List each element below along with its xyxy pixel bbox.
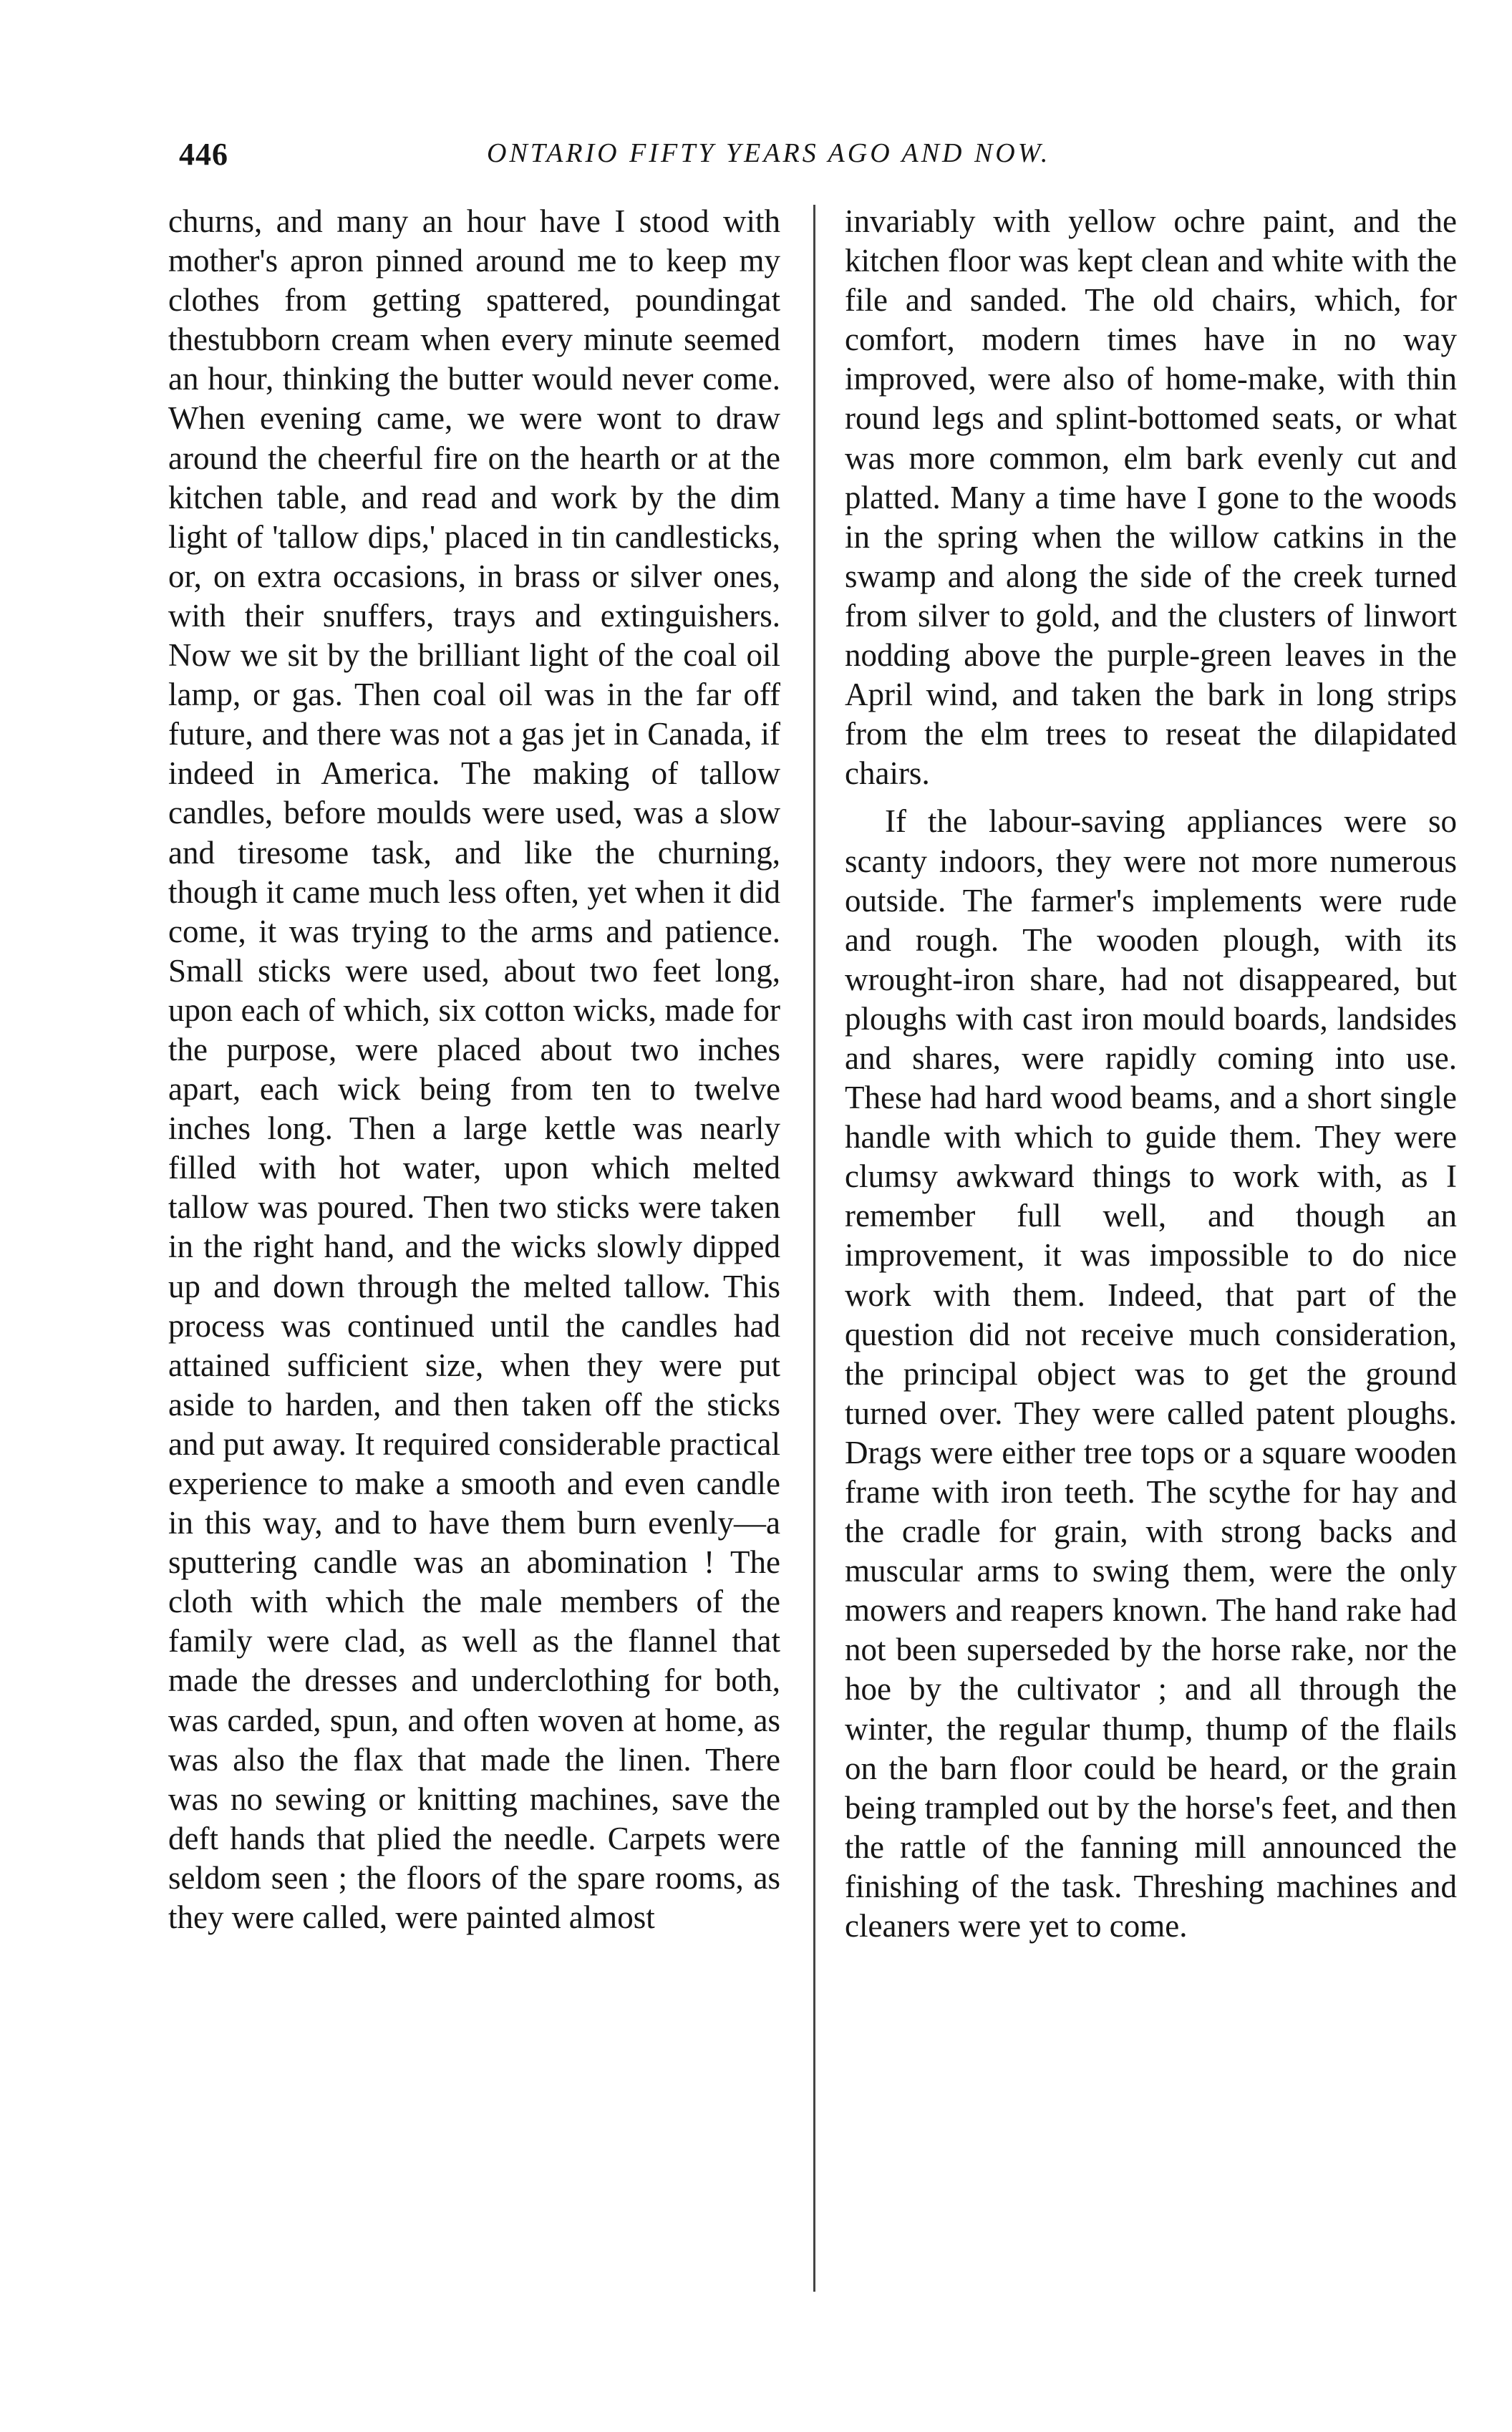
page-header xyxy=(179,136,1167,179)
left-paragraph-1: churns, and many an hour have I stood with mother's apron pinned around me to keep my clothes from getting spattered, poundingat thestubborn cream when every minute seemed an hour, thinking the butter would never come. When evening came, we were wont to draw around the cheerful fire on the hearth or at the kitchen table, and read and work by the dim light of 'tallow dips,' placed in tin candlesticks, or, on extra occasions, in brass or silver ones, with their snuffers, trays and extinguishers. Now we sit by the brilliant light of the coal oil lamp, or gas. Then coal oil was in the far off future, and there was not a gas jet in Canada, if indeed in America. The making of tallow candles, before moulds were used, was a slow and tiresome task, and like the churning, though it came much less often, yet when it did come, it was trying to the arms and patience. Small sticks were used, about two feet long, upon each of which, six cotton wicks, made for the purpose, were placed about two inches apart, each wick being from ten to twelve inches long. Then a large kettle was nearly filled with hot water, upon which melted tallow was poured. Then two sticks were taken in the right hand, and the wicks slowly dipped up and down through the melted tallow. This process was continued until the candles had attained sufficient size, when they were put aside to harden, and then taken off the sticks and put away. It required considerable practical experience to make a smooth and even candle in this way, and to have them burn evenly—a sputtering candle was an abomination ! The cloth with which the male members of the family were clad, as well as the flannel that made the dresses and underclothing for both, was carded, spun, and often woven at home, as was also the flax that made the linen. There was no sewing or knitting machines, save the deft hands that plied the needle. Carpets were seldom seen ; the floors of the spare rooms, as they were called, were painted almost xyxy=(168,203,780,1936)
running-title: ONTARIO FIFTY YEARS AGO AND NOW. xyxy=(487,138,1051,168)
right-text-column xyxy=(845,202,1457,1946)
right-paragraph-1: invariably with yellow ochre paint, and the kitchen floor was kept clean and white with the file and sanded. The old chairs, which, for comfort, modern times have in no way improved, were also of home-make, with thin round legs and splint-bottomed seats, or what was more common, elm bark evenly cut and platted. Many a time have I gone to the woods in the spring when the willow catkins in the swamp and along the side of the creek turned from silver to gold, and the clusters of linwort nodding above the purple-green leaves in the April wind, and taken the bark in long strips from the elm trees to reseat the dilapidated chairs. xyxy=(845,203,1457,792)
column-divider xyxy=(813,205,815,2292)
page-number: 446 xyxy=(179,137,228,172)
right-paragraph-2: If the labour-saving appliances were so scanty indoors, they were not more numerous outside. The farmer's implements were rude and rough. The wooden plough, with its wrought-iron share, had not disappeared, but ploughs with cast iron mould boards, landsides and shares, were rapidly coming into use. These had hard wood beams, and a short single handle with which to guide them. They were clumsy awkward things to work with, as I remember full well, and though an improvement, it was impossible to do nice work with them. Indeed, that part of the question did not receive much consideration, the principal object was to get the ground turned over. They were called patent ploughs. Drags were either tree tops or a square wooden frame with iron teeth. The scythe for hay and the cradle for grain, with strong backs and muscular arms to swing them, were the only mowers and reapers known. The hand rake had not been superseded by the horse rake, nor the hoe by the cultivator ; and all through the winter, the regular thump, thump of the flails on the barn floor could be heard, or the grain being trampled out by the horse's feet, and then the rattle of the fanning mill announced the finishing of the task. Threshing machines and cleaners were yet to come. xyxy=(845,803,1457,1944)
left-text-column xyxy=(168,202,780,1937)
